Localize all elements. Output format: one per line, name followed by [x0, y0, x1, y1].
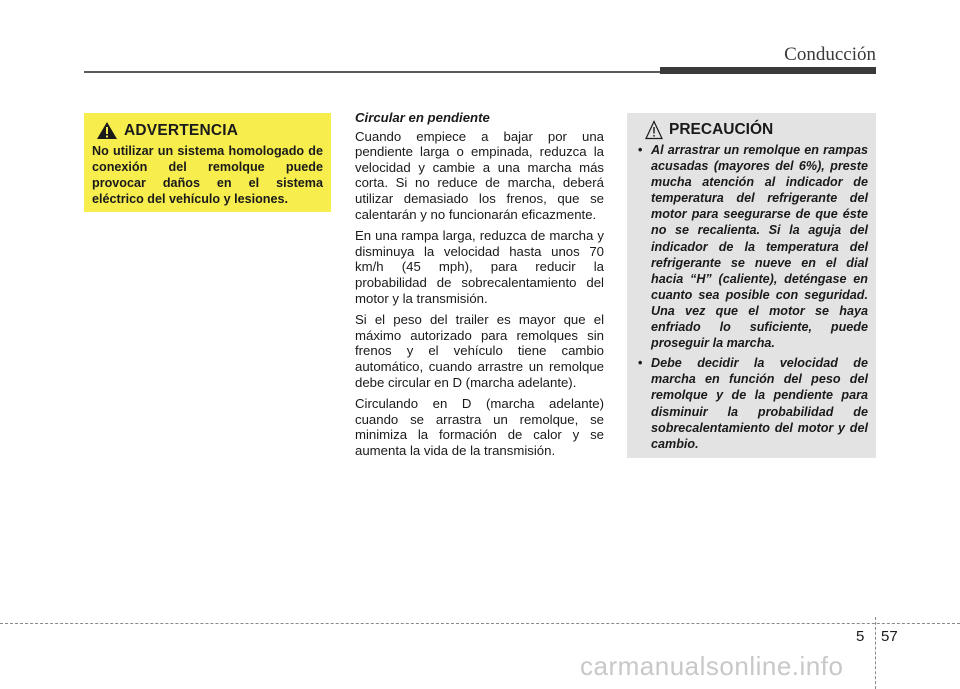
caution-item	[635, 142, 868, 351]
footer-rule	[0, 623, 960, 624]
page-number: 57	[881, 628, 898, 645]
caution-item	[635, 355, 868, 452]
warning-text: No utilizar un sistema homologado de conexión del remolque puede provocar daños en el sistema eléctrico del vehículo y lesiones.	[92, 144, 323, 206]
bullet-icon: •	[638, 143, 643, 157]
paragraph: En una rampa larga, reduzca de marcha y disminuya la velocidad hasta unos 70 km/h (45 mph), para reducir la probabilidad de sobrecalentamiento del motor y la transmisión.	[355, 228, 604, 306]
warning-box	[84, 113, 331, 212]
warning-title: ADVERTENCIA	[124, 121, 239, 139]
paragraph: Circulando en D (marcha adelante) cuando se arrastra un remolque, se minimiza la formación de calor y se aumenta la vida de la transmisión.	[355, 396, 604, 458]
main-text-column	[355, 110, 604, 464]
paragraph: Si el peso del trailer es mayor que el máximo autorizado para remolques sin frenos y el vehículo tiene cambio automático, cuando arrastre un remolque debe circular en D (marcha adelante).	[355, 312, 604, 390]
caution-triangle-icon	[645, 120, 663, 140]
warning-header	[92, 121, 323, 140]
caution-item-text: Al arrastrar un remolque en rampas acusadas (mayores del 6%), preste mucha atención al indicador de temperatura del refrigerante del motor para seegurarse de que éste no se recalienta. Si la aguja del indicador de la temperatura del refrigerante se nueve en el dial hacia “H” (caliente), deténgase en cuanto sea posible con seguridad. Una vez que el motor se haya enfriado lo suficiente, puede proseguir la marcha.	[651, 143, 868, 351]
bullet-icon: •	[638, 356, 643, 371]
caution-item-text: Debe decidir la velocidad de marcha en función del peso del remolque y de la pendiente para disminuir la probabilidad de sobrecalentamiento del motor y del cambio.	[651, 356, 868, 451]
caution-title: PRECAUCIÓN	[669, 121, 774, 138]
caution-box	[627, 113, 876, 458]
page-divider	[875, 617, 876, 689]
header-rule-thick	[660, 67, 876, 74]
caution-list	[635, 142, 868, 452]
chapter-number: 5	[856, 628, 865, 645]
paragraph: Cuando empiece a bajar por una pendiente larga o empinada, reduzca la velocidad y cambie a una marcha más corta. Si no reduce de marcha, deberá utilizar demasiado los frenos, que se calentarán y no funcionarán eficazmente.	[355, 128, 604, 222]
warning-triangle-icon	[96, 121, 118, 140]
section-title: Conducción	[784, 44, 876, 65]
caution-header	[635, 120, 868, 140]
header-rule	[84, 71, 660, 73]
watermark: carmanualsonline.info	[580, 651, 844, 681]
section-heading: Circular en pendiente	[355, 110, 490, 125]
